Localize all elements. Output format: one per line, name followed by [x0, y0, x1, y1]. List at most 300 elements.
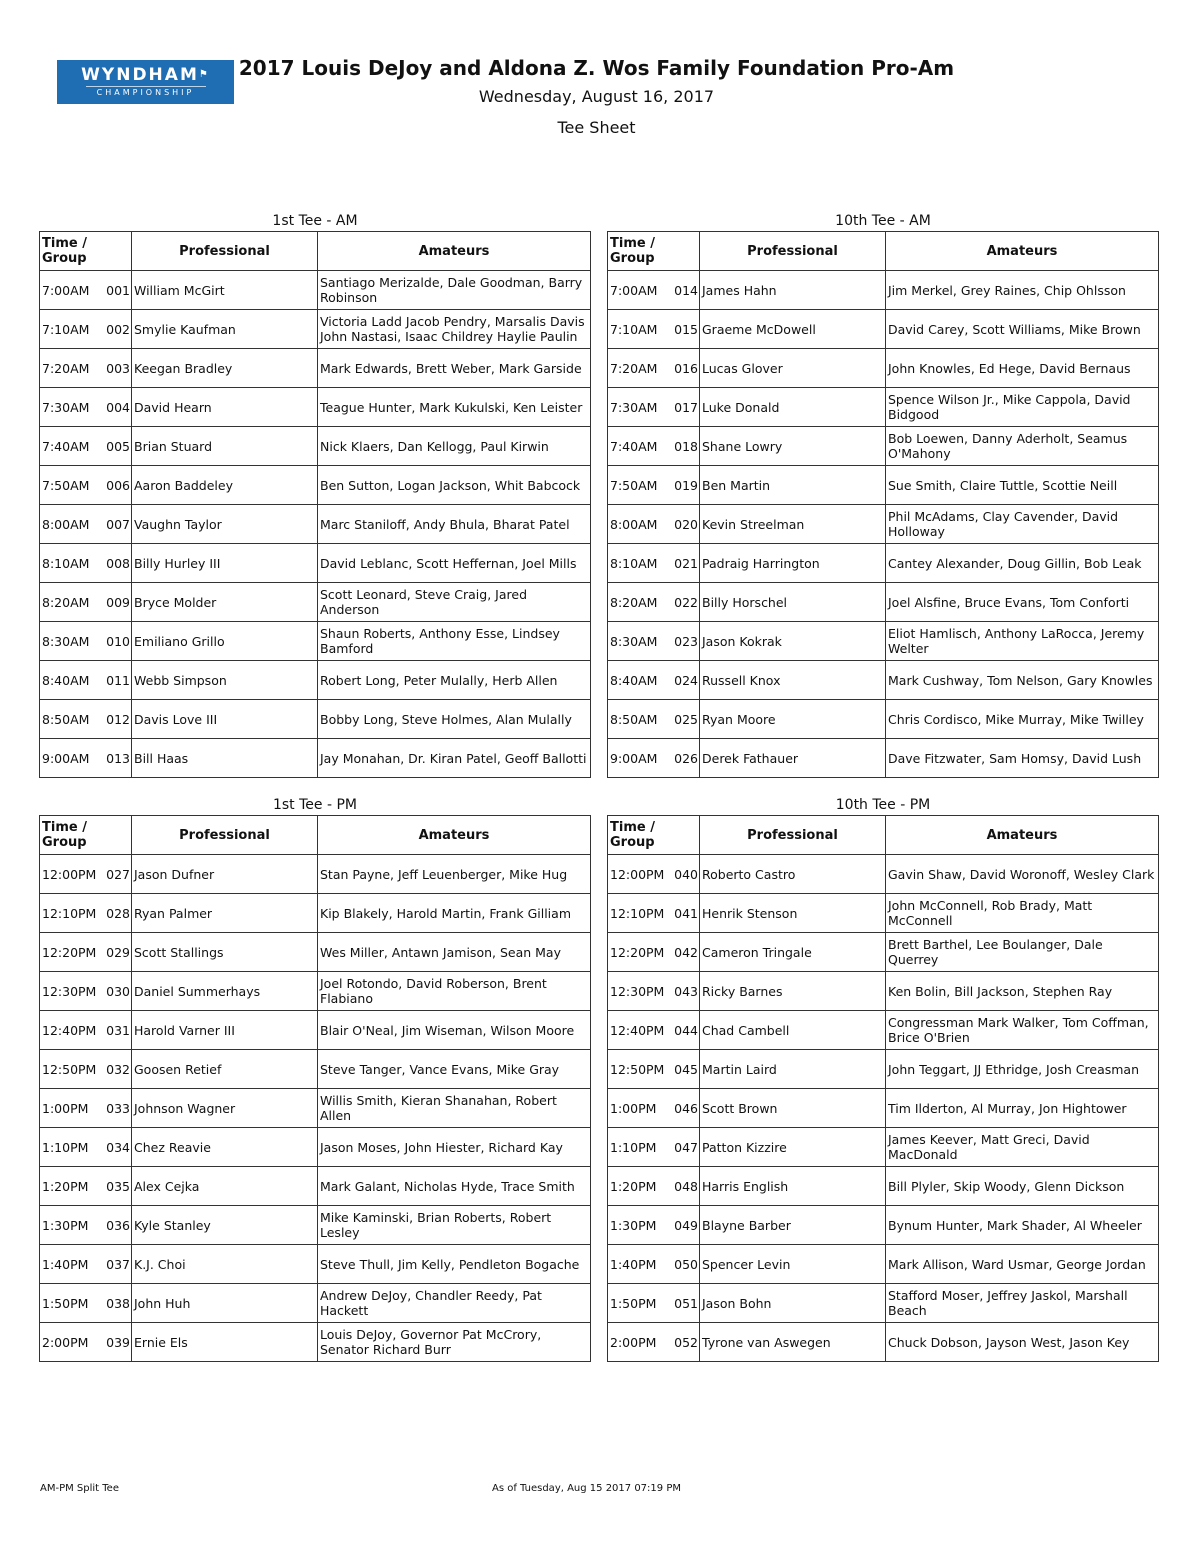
time-group-cell — [608, 661, 700, 700]
professional-cell: Shane Lowry — [700, 427, 886, 466]
professional-cell: Ryan Moore — [700, 700, 886, 739]
group-number: 020 — [674, 516, 698, 532]
professional-cell: Ernie Els — [132, 1323, 318, 1362]
professional-cell: Chez Reavie — [132, 1128, 318, 1167]
section-title: 10th Tee - PM — [835, 797, 931, 813]
tee-time: 12:40PM — [610, 1022, 665, 1038]
tee-time: 12:20PM — [610, 944, 665, 960]
tee-table — [607, 815, 1159, 1362]
tee-time: 1:30PM — [42, 1217, 89, 1233]
professional-cell: Brian Stuard — [132, 427, 318, 466]
tee-time: 12:20PM — [42, 944, 97, 960]
group-number: 011 — [106, 672, 130, 688]
professional-cell: Luke Donald — [700, 388, 886, 427]
table-row — [40, 739, 591, 778]
group-number: 040 — [674, 866, 698, 882]
time-group-cell — [608, 894, 700, 933]
professional-cell: Graeme McDowell — [700, 310, 886, 349]
amateurs-cell: John McConnell, Rob Brady, Matt McConnell — [886, 894, 1159, 933]
amateurs-cell: Mark Edwards, Brett Weber, Mark Garside — [318, 349, 591, 388]
amateurs-cell: Bynum Hunter, Mark Shader, Al Wheeler — [886, 1206, 1159, 1245]
table-row — [40, 1128, 591, 1167]
professional-cell: Ryan Palmer — [132, 894, 318, 933]
tee-time: 8:50AM — [42, 711, 90, 727]
tee-time: 1:10PM — [610, 1139, 657, 1155]
tee-time: 1:10PM — [42, 1139, 89, 1155]
table-row — [40, 427, 591, 466]
group-number: 010 — [106, 633, 130, 649]
amateurs-cell: Joel Alsfine, Bruce Evans, Tom Conforti — [886, 583, 1159, 622]
group-number: 007 — [106, 516, 130, 532]
time-group-cell — [40, 1128, 132, 1167]
amateurs-cell: Ben Sutton, Logan Jackson, Whit Babcock — [318, 466, 591, 505]
tee-time: 1:50PM — [610, 1295, 657, 1311]
amateurs-cell: Dave Fitzwater, Sam Homsy, David Lush — [886, 739, 1159, 778]
group-number: 003 — [106, 360, 130, 376]
tee-time: 8:40AM — [42, 672, 90, 688]
tee-time: 1:00PM — [610, 1100, 657, 1116]
amateurs-cell: Ken Bolin, Bill Jackson, Stephen Ray — [886, 972, 1159, 1011]
table-row — [608, 505, 1159, 544]
tee-time: 9:00AM — [610, 750, 658, 766]
amateurs-cell: Jay Monahan, Dr. Kiran Patel, Geoff Ballotti — [318, 739, 591, 778]
amateurs-cell: Stan Payne, Jeff Leuenberger, Mike Hug — [318, 855, 591, 894]
group-number: 027 — [106, 866, 130, 882]
time-group-cell — [608, 972, 700, 1011]
time-group-cell — [40, 1167, 132, 1206]
table-row — [40, 1167, 591, 1206]
tee-time: 12:50PM — [610, 1061, 665, 1077]
group-number: 031 — [106, 1022, 130, 1038]
table-row — [40, 544, 591, 583]
group-number: 006 — [106, 477, 130, 493]
amateurs-cell: Brett Barthel, Lee Boulanger, Dale Querrey — [886, 933, 1159, 972]
professional-cell: Vaughn Taylor — [132, 505, 318, 544]
group-number: 029 — [106, 944, 130, 960]
professional-cell: Cameron Tringale — [700, 933, 886, 972]
time-group-cell — [40, 700, 132, 739]
amateurs-cell: Nick Klaers, Dan Kellogg, Paul Kirwin — [318, 427, 591, 466]
tee-time: 12:30PM — [42, 983, 97, 999]
time-group-cell — [40, 349, 132, 388]
flag-icon: ⚑ — [198, 69, 210, 80]
group-number: 017 — [674, 399, 698, 415]
time-group-cell — [608, 1323, 700, 1362]
tee-time: 7:50AM — [42, 477, 90, 493]
header-row — [608, 816, 1159, 855]
time-group-cell — [40, 1284, 132, 1323]
professional-cell: Kyle Stanley — [132, 1206, 318, 1245]
tee-time: 1:40PM — [610, 1256, 657, 1272]
group-number: 036 — [106, 1217, 130, 1233]
group-number: 024 — [674, 672, 698, 688]
table-row — [608, 466, 1159, 505]
amateurs-cell: Congressman Mark Walker, Tom Coffman, Brice O'Brien — [886, 1011, 1159, 1050]
sheet-label: Tee Sheet — [557, 118, 636, 137]
table-row — [608, 894, 1159, 933]
table-row — [40, 661, 591, 700]
amateurs-header: Amateurs — [886, 232, 1159, 271]
amateurs-cell: Jim Merkel, Grey Raines, Chip Ohlsson — [886, 271, 1159, 310]
amateurs-cell: Marc Staniloff, Andy Bhula, Bharat Patel — [318, 505, 591, 544]
amateurs-cell: Mark Cushway, Tom Nelson, Gary Knowles — [886, 661, 1159, 700]
tee-time: 12:00PM — [610, 866, 665, 882]
professional-cell: Jason Bohn — [700, 1284, 886, 1323]
tee-time: 12:10PM — [42, 905, 97, 921]
time-group-cell — [608, 1050, 700, 1089]
group-number: 004 — [106, 399, 130, 415]
table-row — [40, 271, 591, 310]
tee-time: 7:40AM — [610, 438, 658, 454]
professional-cell: Billy Horschel — [700, 583, 886, 622]
professional-cell: Spencer Levin — [700, 1245, 886, 1284]
time-group-cell — [608, 1089, 700, 1128]
professional-header: Professional — [132, 232, 318, 271]
tee-time: 8:20AM — [42, 594, 90, 610]
tee-time: 12:30PM — [610, 983, 665, 999]
tee-time: 8:30AM — [610, 633, 658, 649]
table-row — [608, 661, 1159, 700]
section-1st-tee-am — [39, 211, 591, 778]
group-number: 034 — [106, 1139, 130, 1155]
time-group-cell — [40, 310, 132, 349]
time-group-cell — [608, 855, 700, 894]
amateurs-cell: Louis DeJoy, Governor Pat McCrory, Senator Richard Burr — [318, 1323, 591, 1362]
professional-cell: Derek Fathauer — [700, 739, 886, 778]
professional-cell: Alex Cejka — [132, 1167, 318, 1206]
group-number: 038 — [106, 1295, 130, 1311]
time-group-cell — [608, 1167, 700, 1206]
tee-time: 12:50PM — [42, 1061, 97, 1077]
group-number: 047 — [674, 1139, 698, 1155]
professional-header: Professional — [700, 816, 886, 855]
professional-cell: Blayne Barber — [700, 1206, 886, 1245]
time-group-cell — [40, 427, 132, 466]
tee-time: 8:40AM — [610, 672, 658, 688]
group-number: 050 — [674, 1256, 698, 1272]
tee-time: 7:10AM — [610, 321, 658, 337]
time-group-cell — [608, 388, 700, 427]
group-number: 001 — [106, 282, 130, 298]
table-row — [40, 505, 591, 544]
time-group-cell — [40, 1089, 132, 1128]
logo-main-text: WYNDHAM — [81, 65, 199, 85]
table-row — [608, 1011, 1159, 1050]
time-group-cell — [40, 1011, 132, 1050]
time-group-cell — [40, 544, 132, 583]
professional-cell: John Huh — [132, 1284, 318, 1323]
group-number: 049 — [674, 1217, 698, 1233]
group-number: 048 — [674, 1178, 698, 1194]
amateurs-cell: Steve Thull, Jim Kelly, Pendleton Bogache — [318, 1245, 591, 1284]
tee-time: 8:50AM — [610, 711, 658, 727]
table-row — [608, 933, 1159, 972]
table-row — [40, 1245, 591, 1284]
amateurs-cell: Chris Cordisco, Mike Murray, Mike Twilley — [886, 700, 1159, 739]
time-group-header: Time / Group — [40, 816, 132, 855]
professional-cell: Johnson Wagner — [132, 1089, 318, 1128]
header-row — [40, 232, 591, 271]
time-group-cell — [40, 933, 132, 972]
amateurs-cell: Steve Tanger, Vance Evans, Mike Gray — [318, 1050, 591, 1089]
group-number: 046 — [674, 1100, 698, 1116]
tee-time: 1:00PM — [42, 1100, 89, 1116]
table-row — [40, 1323, 591, 1362]
amateurs-header: Amateurs — [318, 232, 591, 271]
time-group-cell — [40, 583, 132, 622]
time-group-cell — [40, 739, 132, 778]
amateurs-cell: John Knowles, Ed Hege, David Bernaus — [886, 349, 1159, 388]
group-number: 025 — [674, 711, 698, 727]
time-group-header: Time / Group — [608, 232, 700, 271]
tee-table — [39, 231, 591, 778]
amateurs-cell: David Carey, Scott Williams, Mike Brown — [886, 310, 1159, 349]
table-row — [40, 1089, 591, 1128]
group-number: 005 — [106, 438, 130, 454]
group-number: 035 — [106, 1178, 130, 1194]
tee-time: 1:20PM — [42, 1178, 89, 1194]
professional-cell: Lucas Glover — [700, 349, 886, 388]
table-row — [40, 388, 591, 427]
tee-time: 7:40AM — [42, 438, 90, 454]
tee-time: 7:10AM — [42, 321, 90, 337]
table-row — [608, 1323, 1159, 1362]
time-group-cell — [608, 349, 700, 388]
amateurs-cell: Blair O'Neal, Jim Wiseman, Wilson Moore — [318, 1011, 591, 1050]
time-group-cell — [608, 1245, 700, 1284]
table-row — [608, 583, 1159, 622]
table-row — [608, 349, 1159, 388]
table-row — [608, 972, 1159, 1011]
professional-header: Professional — [132, 816, 318, 855]
professional-cell: Kevin Streelman — [700, 505, 886, 544]
amateurs-cell: Willis Smith, Kieran Shanahan, Robert Allen — [318, 1089, 591, 1128]
tee-time: 8:00AM — [42, 516, 90, 532]
amateurs-cell: Teague Hunter, Mark Kukulski, Ken Leister — [318, 388, 591, 427]
time-group-cell — [608, 505, 700, 544]
amateurs-cell: Tim Ilderton, Al Murray, Jon Hightower — [886, 1089, 1159, 1128]
time-group-cell — [608, 1011, 700, 1050]
table-row — [608, 544, 1159, 583]
time-group-cell — [40, 855, 132, 894]
professional-cell: Patton Kizzire — [700, 1128, 886, 1167]
group-number: 018 — [674, 438, 698, 454]
tee-time: 2:00PM — [42, 1334, 89, 1350]
time-group-cell — [608, 700, 700, 739]
amateurs-cell: Eliot Hamlisch, Anthony LaRocca, Jeremy Welter — [886, 622, 1159, 661]
group-number: 022 — [674, 594, 698, 610]
group-number: 028 — [106, 905, 130, 921]
footer-as-of: As of Tuesday, Aug 15 2017 07:19 PM — [492, 1483, 681, 1494]
professional-cell: Billy Hurley III — [132, 544, 318, 583]
amateurs-cell: Mike Kaminski, Brian Roberts, Robert Lesley — [318, 1206, 591, 1245]
table-row — [40, 972, 591, 1011]
time-group-cell — [608, 427, 700, 466]
group-number: 015 — [674, 321, 698, 337]
professional-cell: David Hearn — [132, 388, 318, 427]
time-group-cell — [608, 1206, 700, 1245]
tee-time: 1:20PM — [610, 1178, 657, 1194]
professional-cell: Bryce Molder — [132, 583, 318, 622]
table-row — [40, 700, 591, 739]
table-row — [608, 700, 1159, 739]
table-row — [608, 622, 1159, 661]
table-row — [40, 894, 591, 933]
time-group-cell — [40, 972, 132, 1011]
header-row — [40, 816, 591, 855]
section-10th-tee-am — [607, 211, 1159, 778]
table-row — [40, 855, 591, 894]
amateurs-header: Amateurs — [318, 816, 591, 855]
amateurs-cell: Sue Smith, Claire Tuttle, Scottie Neill — [886, 466, 1159, 505]
amateurs-cell: Gavin Shaw, David Woronoff, Wesley Clark — [886, 855, 1159, 894]
table-row — [40, 583, 591, 622]
time-group-cell — [40, 1245, 132, 1284]
group-number: 014 — [674, 282, 698, 298]
time-group-cell — [40, 1050, 132, 1089]
amateurs-cell: Andrew DeJoy, Chandler Reedy, Pat Hackett — [318, 1284, 591, 1323]
tee-time: 8:20AM — [610, 594, 658, 610]
group-number: 008 — [106, 555, 130, 571]
table-row — [608, 1128, 1159, 1167]
professional-cell: Chad Cambell — [700, 1011, 886, 1050]
tee-time: 7:30AM — [42, 399, 90, 415]
professional-cell: Martin Laird — [700, 1050, 886, 1089]
group-number: 009 — [106, 594, 130, 610]
professional-cell: Roberto Castro — [700, 855, 886, 894]
professional-cell: Padraig Harrington — [700, 544, 886, 583]
time-group-cell — [40, 894, 132, 933]
professional-header: Professional — [700, 232, 886, 271]
amateurs-cell: Spence Wilson Jr., Mike Cappola, David Bidgood — [886, 388, 1159, 427]
time-group-cell — [608, 310, 700, 349]
professional-cell: William McGirt — [132, 271, 318, 310]
amateurs-cell: Kip Blakely, Harold Martin, Frank Gilliam — [318, 894, 591, 933]
group-number: 032 — [106, 1061, 130, 1077]
section-title: 1st Tee - PM — [272, 797, 357, 813]
header-row — [608, 232, 1159, 271]
table-row — [40, 622, 591, 661]
tee-time: 1:50PM — [42, 1295, 89, 1311]
time-group-cell — [40, 1323, 132, 1362]
tee-time: 7:30AM — [610, 399, 658, 415]
table-row — [40, 933, 591, 972]
time-group-cell — [608, 739, 700, 778]
table-row — [608, 739, 1159, 778]
section-title: 10th Tee - AM — [835, 213, 931, 229]
table-row — [40, 349, 591, 388]
table-row — [40, 1206, 591, 1245]
amateurs-cell: Mark Galant, Nicholas Hyde, Trace Smith — [318, 1167, 591, 1206]
table-row — [40, 1050, 591, 1089]
group-number: 013 — [106, 750, 130, 766]
group-number: 043 — [674, 983, 698, 999]
time-group-cell — [608, 1128, 700, 1167]
tee-time: 7:00AM — [42, 282, 90, 298]
group-number: 041 — [674, 905, 698, 921]
group-number: 023 — [674, 633, 698, 649]
group-number: 033 — [106, 1100, 130, 1116]
amateurs-header: Amateurs — [886, 816, 1159, 855]
tee-time: 2:00PM — [610, 1334, 657, 1350]
group-number: 012 — [106, 711, 130, 727]
table-row — [608, 310, 1159, 349]
professional-cell: Emiliano Grillo — [132, 622, 318, 661]
table-row — [608, 1050, 1159, 1089]
time-group-cell — [40, 622, 132, 661]
professional-cell: Webb Simpson — [132, 661, 318, 700]
amateurs-cell: Wes Miller, Antawn Jamison, Sean May — [318, 933, 591, 972]
time-group-cell — [40, 505, 132, 544]
time-group-header: Time / Group — [40, 232, 132, 271]
amateurs-cell: Victoria Ladd Jacob Pendry, Marsalis Davis John Nastasi, Isaac Childrey Haylie Paulin — [318, 310, 591, 349]
section-10th-tee-pm — [607, 795, 1159, 1362]
table-row — [40, 1011, 591, 1050]
professional-cell: Davis Love III — [132, 700, 318, 739]
amateurs-cell: David Leblanc, Scott Heffernan, Joel Mills — [318, 544, 591, 583]
time-group-cell — [608, 1284, 700, 1323]
table-row — [40, 1284, 591, 1323]
time-group-cell — [608, 271, 700, 310]
group-number: 039 — [106, 1334, 130, 1350]
tee-time: 8:30AM — [42, 633, 90, 649]
tee-time: 9:00AM — [42, 750, 90, 766]
amateurs-cell: Shaun Roberts, Anthony Esse, Lindsey Bamford — [318, 622, 591, 661]
amateurs-cell: Robert Long, Peter Mulally, Herb Allen — [318, 661, 591, 700]
professional-cell: Ben Martin — [700, 466, 886, 505]
group-number: 030 — [106, 983, 130, 999]
group-number: 002 — [106, 321, 130, 337]
group-number: 016 — [674, 360, 698, 376]
table-row — [40, 310, 591, 349]
table-row — [608, 1284, 1159, 1323]
table-row — [608, 271, 1159, 310]
professional-cell: Ricky Barnes — [700, 972, 886, 1011]
tee-time: 8:10AM — [610, 555, 658, 571]
group-number: 026 — [674, 750, 698, 766]
group-number: 045 — [674, 1061, 698, 1077]
group-number: 044 — [674, 1022, 698, 1038]
professional-cell: Tyrone van Aswegen — [700, 1323, 886, 1362]
professional-cell: Henrik Stenson — [700, 894, 886, 933]
time-group-header: Time / Group — [608, 816, 700, 855]
amateurs-cell: Scott Leonard, Steve Craig, Jared Anderson — [318, 583, 591, 622]
professional-cell: Jason Dufner — [132, 855, 318, 894]
tee-time: 1:40PM — [42, 1256, 89, 1272]
professional-cell: Bill Haas — [132, 739, 318, 778]
amateurs-cell: Cantey Alexander, Doug Gillin, Bob Leak — [886, 544, 1159, 583]
professional-cell: Harold Varner III — [132, 1011, 318, 1050]
tee-time: 12:40PM — [42, 1022, 97, 1038]
time-group-cell — [608, 622, 700, 661]
amateurs-cell: Bob Loewen, Danny Aderholt, Seamus O'Mahony — [886, 427, 1159, 466]
table-row — [608, 1089, 1159, 1128]
amateurs-cell: Santiago Merizalde, Dale Goodman, Barry Robinson — [318, 271, 591, 310]
professional-cell: James Hahn — [700, 271, 886, 310]
tee-time: 12:00PM — [42, 866, 97, 882]
table-row — [608, 1245, 1159, 1284]
amateurs-cell: James Keever, Matt Greci, David MacDonald — [886, 1128, 1159, 1167]
table-row — [608, 1206, 1159, 1245]
amateurs-cell: Bill Plyler, Skip Woody, Glenn Dickson — [886, 1167, 1159, 1206]
tee-time: 7:50AM — [610, 477, 658, 493]
amateurs-cell: Mark Allison, Ward Usmar, George Jordan — [886, 1245, 1159, 1284]
professional-cell: Keegan Bradley — [132, 349, 318, 388]
tee-time: 7:20AM — [42, 360, 90, 376]
table-row — [608, 1167, 1159, 1206]
table-row — [40, 466, 591, 505]
tee-time: 8:10AM — [42, 555, 90, 571]
